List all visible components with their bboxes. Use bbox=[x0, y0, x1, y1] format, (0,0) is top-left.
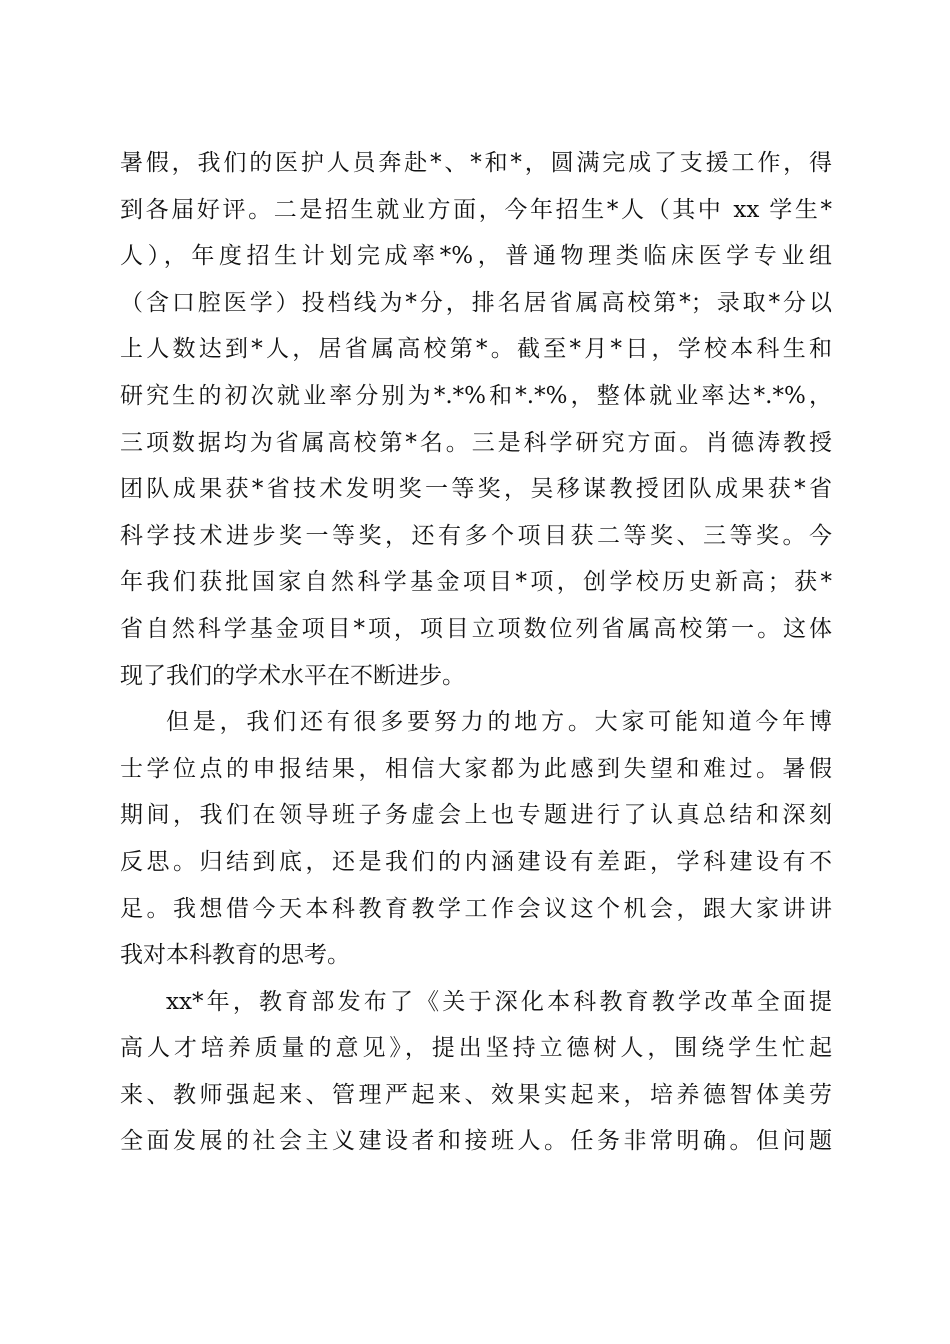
text-line: 研究生的初次就业率分别为*.*%和*.*%，整体就业率达*.*%， bbox=[120, 382, 832, 409]
text-line: 足。我想借今天本科教育教学工作会议这个机会，跟大家讲讲 bbox=[120, 895, 832, 922]
text-line: 暑假，我们的医护人员奔赴*、*和*，圆满完成了支援工作，得 bbox=[120, 150, 832, 176]
text-line: xx*年，教育部发布了《关于深化本科教育教学改革全面提 bbox=[166, 988, 832, 1015]
body-text bbox=[120, 140, 832, 1165]
paragraph-2 bbox=[120, 699, 832, 979]
text-line: 科学技术进步奖一等奖，还有多个项目获二等奖、三等奖。今 bbox=[120, 522, 832, 549]
text-line: 期间，我们在领导班子务虚会上也专题进行了认真总结和深刻 bbox=[120, 802, 832, 829]
text-line: 上人数达到*人，居省属高校第*。截至*月*日，学校本科生和 bbox=[120, 336, 832, 363]
text-line: 三项数据均为省属高校第*名。三是科学研究方面。肖德涛教授 bbox=[120, 429, 832, 456]
text-line: （含口腔医学）投档线为*分，排名居省属高校第*；录取*分以 bbox=[120, 289, 832, 316]
text-line: 高人才培养质量的意见》，提出坚持立德树人，围绕学生忙起 bbox=[120, 1035, 832, 1062]
text-line: 全面发展的社会主义建设者和接班人。任务非常明确。但问题 bbox=[120, 1128, 832, 1155]
text-line: 反思。归结到底，还是我们的内涵建设有差距，学科建设有不 bbox=[120, 848, 832, 875]
paragraph-1 bbox=[120, 140, 832, 699]
text-line: 年我们获批国家自然科学基金项目*项，创学校历史新高；获* bbox=[120, 569, 832, 596]
text-line: 人），年度招生计划完成率*%，普通物理类临床医学专业组 bbox=[120, 243, 832, 270]
text-line: 来、教师强起来、管理严起来、效果实起来，培养德智体美劳 bbox=[120, 1081, 832, 1108]
text-line: 团队成果获*省技术发明奖一等奖，吴移谋教授团队成果获*省 bbox=[120, 476, 832, 503]
text-line: 士学位点的申报结果，相信大家都为此感到失望和难过。暑假 bbox=[120, 755, 832, 782]
text-line: 现了我们的学术水平在不断进步。 bbox=[120, 662, 465, 689]
text-line: 我对本科教育的思考。 bbox=[120, 942, 350, 969]
text-line: 到各届好评。二是招生就业方面，今年招生*人（其中 xx 学生* bbox=[120, 196, 832, 223]
text-line: 但是，我们还有很多要努力的地方。大家可能知道今年博 bbox=[166, 709, 832, 736]
text-line: 省自然科学基金项目*项，项目立项数位列省属高校第一。这体 bbox=[120, 615, 832, 642]
paragraph-3 bbox=[120, 979, 832, 1165]
